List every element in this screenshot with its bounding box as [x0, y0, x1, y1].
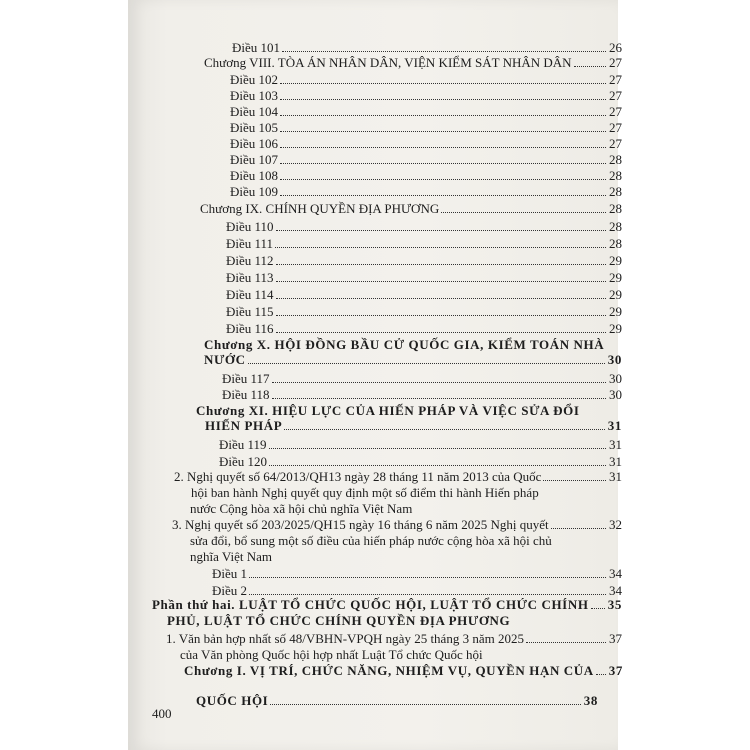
toc-label: Điều 120	[219, 454, 268, 469]
leader-dots	[270, 704, 580, 705]
leader-dots	[269, 465, 606, 466]
leader-dots	[276, 230, 606, 231]
toc-label: Chương IX. CHÍNH QUYỀN ĐỊA PHƯƠNG	[200, 201, 440, 216]
leader-dots	[276, 332, 606, 333]
toc-text: của Văn phòng Quốc hội hợp nhất Luật Tổ chức Quốc hội	[180, 647, 483, 662]
toc-text: nghĩa Việt Nam	[190, 549, 273, 564]
leader-dots	[280, 147, 606, 148]
leader-dots	[272, 398, 606, 399]
toc-entry	[212, 584, 622, 597]
toc-label: Điều 111	[226, 236, 274, 251]
toc-page: 29	[609, 321, 622, 336]
toc-entry	[219, 455, 622, 468]
leader-dots	[280, 195, 606, 196]
leader-dots	[276, 264, 606, 265]
toc-label: Điều 102	[230, 72, 279, 87]
toc-page: 27	[609, 72, 622, 87]
leader-dots	[280, 83, 606, 84]
toc-entry	[226, 271, 622, 284]
toc-page: 27	[609, 88, 622, 103]
toc-chapter-cont	[196, 694, 598, 707]
toc-page: 30	[609, 387, 622, 402]
toc-page: 31	[609, 469, 622, 484]
leader-dots	[272, 382, 606, 383]
toc-part	[152, 598, 622, 611]
toc-entry	[212, 567, 622, 580]
leader-dots	[248, 363, 605, 364]
leader-dots	[280, 115, 606, 116]
toc-chapter	[200, 202, 622, 215]
toc-entry	[230, 185, 622, 198]
toc-label: 1. Văn bản hợp nhất số 48/VBHN-VPQH ngày 25 tháng 3 năm 2025	[166, 631, 524, 646]
toc-entry	[230, 121, 622, 134]
toc-text: hội ban hành Nghị quyết quy định một số điểm thi hành Hiến pháp	[191, 485, 539, 500]
toc-label: Điều 2	[212, 583, 248, 598]
toc-chapter-cont	[205, 419, 622, 432]
toc-label: Điều 106	[230, 136, 279, 151]
toc-label: HIẾN PHÁP	[205, 418, 283, 433]
toc-entry	[226, 322, 622, 335]
toc-page: 27	[609, 120, 622, 135]
toc-page: 31	[607, 418, 622, 433]
toc-label: 2. Nghị quyết số 64/2013/QH13 ngày 28 tháng 11 năm 2013 của Quốc	[174, 469, 542, 484]
toc-entry	[174, 470, 622, 483]
toc-entry	[230, 73, 622, 86]
toc-label: Điều 109	[230, 184, 279, 199]
toc-label: Điều 103	[230, 88, 279, 103]
toc-part-cont: PHỦ, LUẬT TỔ CHỨC CHÍNH QUYỀN ĐỊA PHƯƠNG	[167, 613, 511, 628]
leader-dots	[269, 448, 606, 449]
toc-page: 28	[609, 152, 622, 167]
leader-dots	[280, 131, 606, 132]
toc-entry	[219, 438, 622, 451]
toc-page: 38	[583, 693, 598, 708]
toc-entry	[232, 41, 622, 54]
toc-entry	[226, 220, 622, 233]
toc-label: Điều 108	[230, 168, 279, 183]
toc-page: 28	[609, 219, 622, 234]
toc-label: NƯỚC	[204, 352, 246, 367]
toc-chapter	[204, 56, 622, 69]
toc-page: 27	[609, 55, 622, 70]
toc-label: Điều 114	[226, 287, 274, 302]
toc-page: 27	[609, 136, 622, 151]
toc-chapter: Chương XI. HIỆU LỰC CỦA HIẾN PHÁP VÀ VIỆC SỬA ĐỔI	[196, 403, 580, 418]
toc-label: Điều 113	[226, 270, 274, 285]
toc-chapter	[184, 664, 622, 677]
toc-page: 27	[609, 104, 622, 119]
toc-page: 29	[609, 304, 622, 319]
toc-entry	[226, 305, 622, 318]
page-number: 400	[152, 706, 172, 721]
toc-entry	[226, 288, 622, 301]
toc-entry	[226, 254, 622, 267]
toc-label: Điều 101	[232, 40, 281, 55]
toc-label: 3. Nghị quyết số 203/2025/QH15 ngày 16 tháng 6 năm 2025 Nghị quyết	[172, 517, 549, 532]
toc-label: Phần thứ hai. LUẬT TỔ CHỨC QUỐC HỘI, LUẬT TỔ CHỨC CHÍNH	[152, 597, 589, 612]
leader-dots	[284, 429, 605, 430]
toc-page: 37	[608, 663, 623, 678]
toc-label: Điều 117	[222, 371, 270, 386]
toc-page: 29	[609, 287, 622, 302]
toc-label: QUỐC HỘI	[196, 693, 269, 708]
toc-label: Điều 116	[226, 321, 274, 336]
toc-entry	[230, 105, 622, 118]
toc-entry	[230, 89, 622, 102]
leader-dots	[441, 212, 606, 213]
toc-page: 31	[609, 437, 622, 452]
toc-label: Điều 105	[230, 120, 279, 135]
toc-page: 35	[607, 597, 622, 612]
toc-entry	[226, 237, 622, 250]
toc-label: Điều 110	[226, 219, 274, 234]
toc-chapter-cont	[204, 353, 622, 366]
leader-dots	[276, 298, 606, 299]
toc-page: 28	[609, 201, 622, 216]
toc-page: 34	[609, 583, 622, 598]
toc-page: 29	[609, 253, 622, 268]
toc-entry	[230, 137, 622, 150]
toc-label: Điều 115	[226, 304, 274, 319]
leader-dots	[276, 281, 606, 282]
leader-dots	[596, 674, 606, 675]
leader-dots	[280, 163, 606, 164]
leader-dots	[282, 51, 606, 52]
toc-page: 28	[609, 184, 622, 199]
leader-dots	[249, 577, 606, 578]
toc-page: 37	[609, 631, 622, 646]
leader-dots	[526, 642, 606, 643]
leader-dots	[591, 608, 605, 609]
toc-label: Điều 119	[219, 437, 267, 452]
toc-label: Chương I. VỊ TRÍ, CHỨC NĂNG, NHIỆM VỤ, QUYỀN HẠN CỦA	[184, 663, 594, 678]
toc-entry	[172, 518, 622, 531]
leader-dots	[275, 247, 606, 248]
toc-entry	[222, 388, 622, 401]
toc-page: 31	[609, 454, 622, 469]
leader-dots	[551, 528, 606, 529]
leader-dots	[249, 594, 606, 595]
toc-text: nước Cộng hòa xã hội chủ nghĩa Việt Nam	[190, 501, 413, 516]
toc-entry	[230, 169, 622, 182]
toc-page: 29	[609, 270, 622, 285]
toc-label: Điều 1	[212, 566, 248, 581]
leader-dots	[280, 99, 606, 100]
toc-label: Điều 107	[230, 152, 279, 167]
toc-entry	[230, 153, 622, 166]
toc-entry	[222, 372, 622, 385]
leader-dots	[543, 480, 606, 481]
toc-page: 34	[609, 566, 622, 581]
toc-text: sửa đổi, bổ sung một số điều của hiến pháp nước cộng hòa xã hội chủ	[190, 533, 552, 548]
toc-page: 28	[609, 168, 622, 183]
toc-chapter: Chương X. HỘI ĐỒNG BẦU CỬ QUỐC GIA, KIỂM TOÁN NHÀ	[204, 337, 605, 352]
leader-dots	[276, 315, 606, 316]
toc-page: 28	[609, 236, 622, 251]
toc-label: Chương VIII. TÒA ÁN NHÂN DÂN, VIỆN KIỂM SÁT NHÂN DÂN	[204, 55, 572, 70]
toc-page: 32	[609, 517, 622, 532]
leader-dots	[280, 179, 606, 180]
toc-label: Điều 118	[222, 387, 270, 402]
toc-entry	[166, 632, 622, 645]
toc-page: 26	[609, 40, 622, 55]
toc-page: 30	[609, 371, 622, 386]
toc-page: 30	[607, 352, 622, 367]
toc-label: Điều 112	[226, 253, 274, 268]
leader-dots	[574, 66, 606, 67]
toc-label: Điều 104	[230, 104, 279, 119]
